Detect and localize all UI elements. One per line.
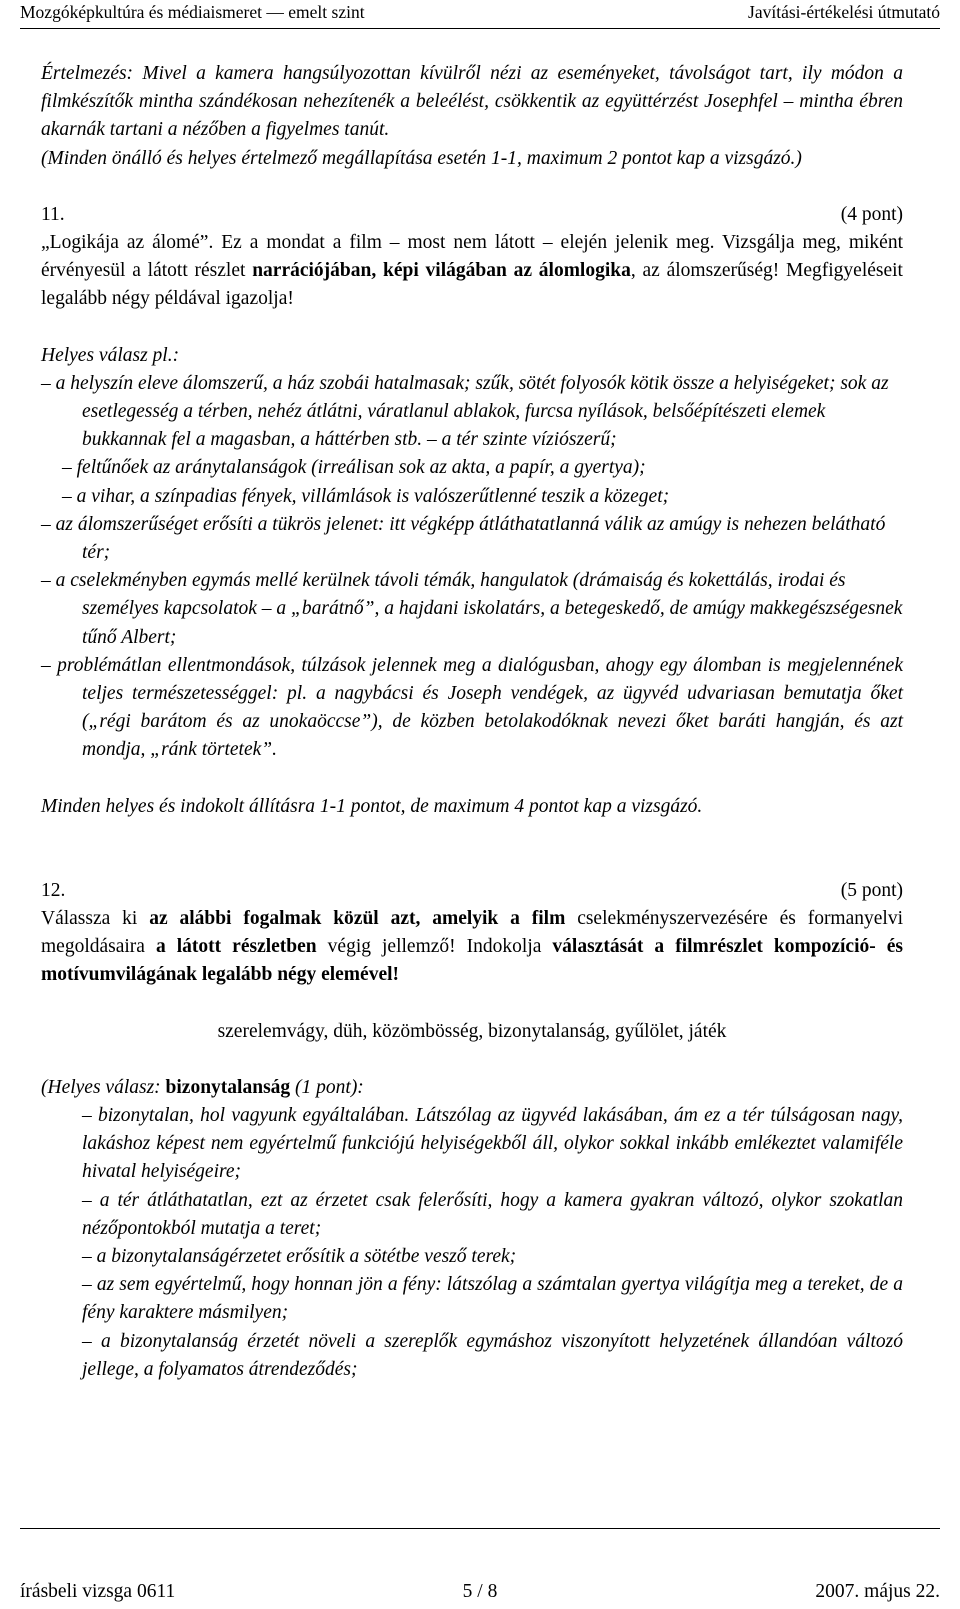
list-item: – a bizonytalanság érzetét növeli a szereplők egymáshoz viszonyított helyzetének állandóan változó jellege, a folyamatos átrendeződés;: [82, 1330, 903, 1380]
page-header: [20, 0, 940, 26]
list-item: – a tér átláthatatlan, ezt az érzetet csak felerősíti, hogy a kamera gyakran változó, olykor szokatlan nézőpontokból mutatja a teret;: [82, 1189, 903, 1239]
exam-date: 2007. május 22.: [815, 1581, 940, 1602]
list-item: – problémátlan ellentmondások, túlzások jelennek meg a dialógusban, ahogy egy álomban is megjelennének teljes természetességgel: pl. a nagybácsi és Joseph vendégek, az ügyvéd udvariasan bemutatja őket („régi barátom és az unokaöccse”), de közben betolakodóknak nevezi őket baráti hangján, és azt mondja, „ránk törtetek”.: [41, 654, 903, 761]
scoring-note-11: Minden helyes és indokolt állításra 1-1 pontot, de maximum 4 pontot kap a vizsgázó.: [41, 795, 703, 817]
page-footer: [20, 1580, 940, 1606]
concept-options: szerelemvágy, düh, közömbösség, bizonytalanság, gyűlölet, játék: [217, 1020, 727, 1042]
list-item: – a helyszín eleve álomszerű, a ház szobái hatalmasak; szűk, sötét folyosók kötik össze a helyiségeket; sok az esetlegesség a térben, nehéz átlátni, váratlanul ablakok, furcsa nyílások, belsőépítészeti elemek bukkannak fel a magasban, a háttérben stb. – a tér szinte víziószerű;: [41, 372, 889, 451]
question-11-number: 11.: [41, 203, 65, 225]
answer-list-12: [82, 1102, 903, 1384]
interpretation-note: (Minden önálló és helyes értelmező megállapítása esetén 1-1, maximum 2 pontot kap a vizsgázó.): [41, 147, 802, 169]
list-item: – az álomszerűséget erősíti a tükrös jelenet: itt végképp átláthatatlanná válik az amúgy is nehezen belátható tér;: [41, 513, 886, 564]
exam-code: írásbeli vizsga 0611: [20, 1581, 176, 1602]
question-12-header: [41, 877, 903, 905]
question-11-header: [41, 201, 903, 229]
question-12-points: (5 pont): [840, 879, 903, 901]
question-12-number: 12.: [41, 879, 66, 901]
page-content: [41, 60, 903, 1384]
question-12-text: [41, 905, 903, 990]
answer-list-11: [41, 370, 903, 765]
prompt-segment: választását a filmrészlet kompozíció- és motívumvilágának legalább négy elemével!: [41, 936, 903, 986]
list-item: – a bizonytalanságérzetet erősítik a sötétbe vesző terek;: [82, 1246, 517, 1268]
list-item: – a vihar, a színpadias fények, villámlások is valószerűtlenné teszik a közeget;: [62, 485, 670, 507]
footer-rule: [20, 1528, 940, 1529]
answer-label: Helyes válasz pl.:: [41, 344, 180, 366]
prompt-segment: végig jellemző! Indokolja: [316, 936, 553, 958]
page-number: 5 / 8: [462, 1581, 498, 1602]
question-11-text: „Logikája az álomé”. Ez a mondat a film – most nem látott – elején jelenik meg. Vizsgálja meg, miként érvényesül a látott részlet narrációjában, képi világában az álomlogika, az álomszerűség! Megfigyeléseit legalább négy példával igazolja!: [41, 232, 903, 310]
header-subtitle: Javítási-értékelési útmutató: [748, 2, 940, 22]
header-title: Mozgóképkultúra és médiaismeret — emelt szint: [20, 2, 365, 22]
header-rule: [20, 28, 940, 29]
prompt-segment: Válassza ki: [41, 908, 150, 930]
list-item: – az sem egyértelmű, hogy honnan jön a fény: látszólag a számtalan gyertya világítja meg a tereket, de a fény karaktere másmilyen;: [82, 1274, 903, 1324]
interpretation-paragraph: Értelmezés: Mivel a kamera hangsúlyozottan kívülről nézi az eseményeket, távolságot tart, ily módon a filmkészítők mintha szándékosan nehezítenék a beleélést, csökkentik az együttérzést Josephfel – mintha ébren akarnák tartani a nézőben a figyelmes tanút.: [41, 63, 903, 141]
answer-label-12: (Helyes válasz: bizonytalanság (1 pont):: [41, 1076, 364, 1098]
list-item: – bizonytalan, hol vagyunk egyáltalában. Látszólag az ügyvéd lakásában, ám ez a tér túlságosan nagy, lakáshoz képest nem egyértelmű funkciójú helyiségekből áll, olykor sokkal inkább emlékeztet valamiféle hivatal helyiségeire;: [82, 1105, 903, 1183]
list-item: – a cselekményben egymás mellé kerülnek távoli témák, hangulatok (drámaiság és kokettálás, irodai és személyes kapcsolatok – a „barátnő”, a hajdani iskolatárs, a betegeskedő, de amúgy makkegészségesnek tűnő Albert;: [41, 570, 903, 648]
prompt-segment: az alábbi fogalmak közül azt, amelyik a film: [149, 908, 566, 930]
question-11-points: (4 pont): [840, 203, 903, 225]
prompt-segment: a látott részletben: [155, 936, 317, 958]
list-item: – feltűnőek az aránytalanságok (irreálisan sok az akta, a papír, a gyertya);: [62, 457, 646, 479]
prompt-segment: cselekményszervezésére és formanyelvi megoldásaira: [41, 908, 903, 958]
